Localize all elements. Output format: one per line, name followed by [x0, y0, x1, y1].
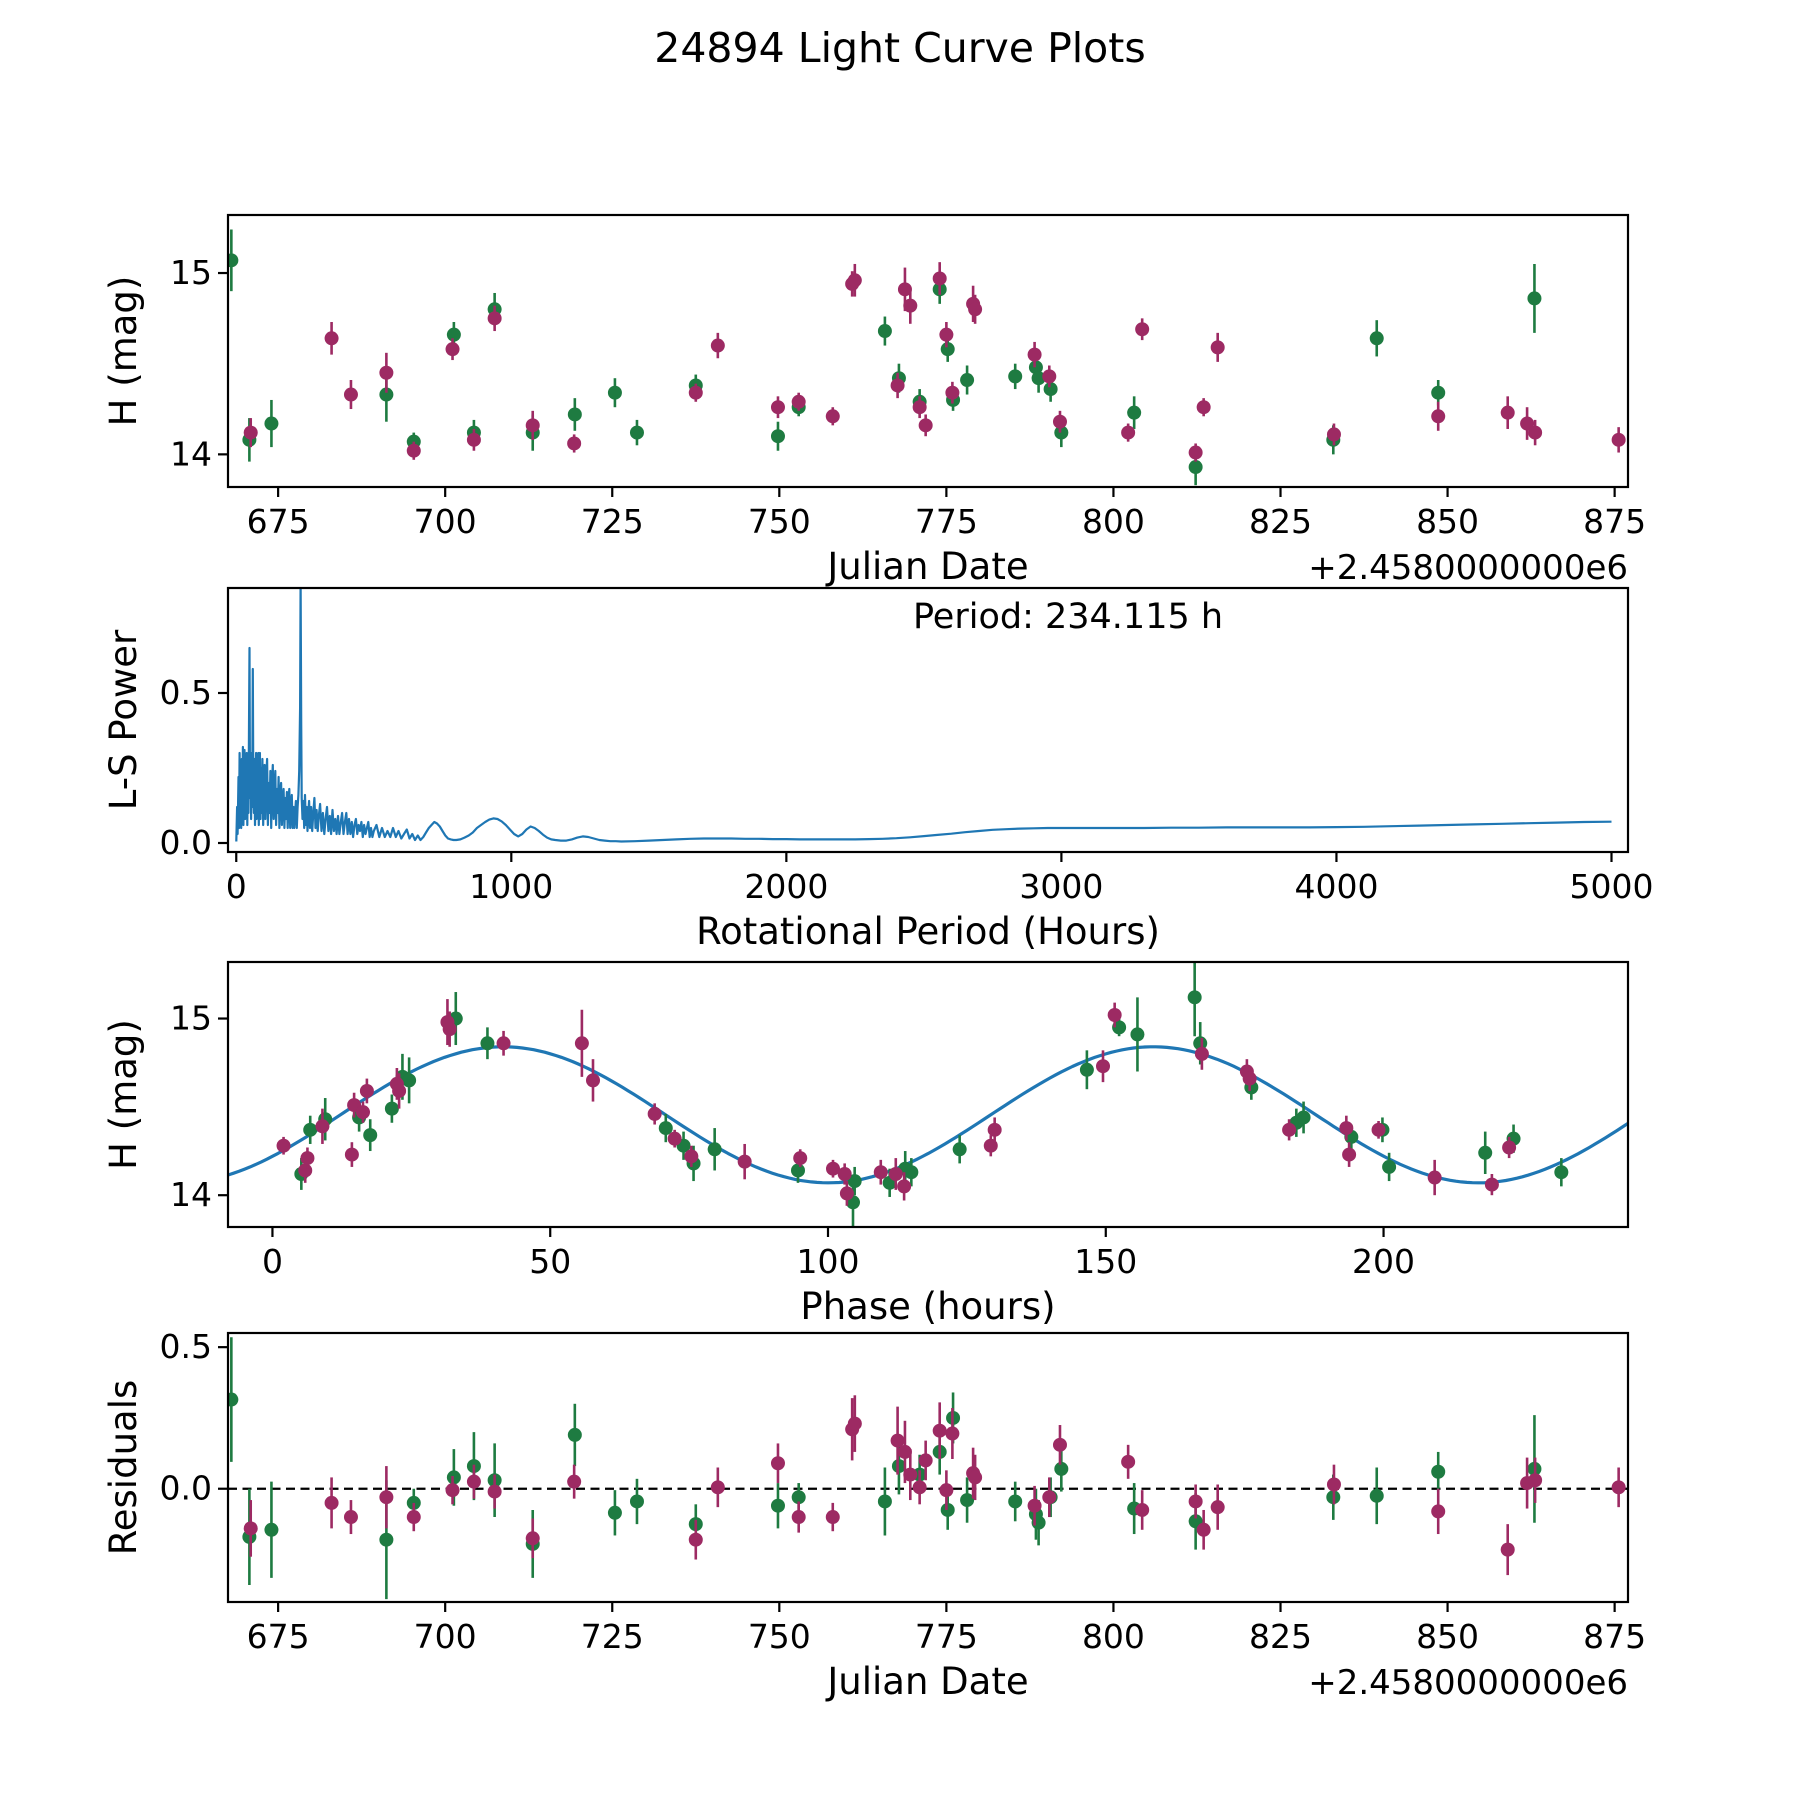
data-point: [1042, 1490, 1056, 1504]
data-point: [878, 324, 892, 338]
x-tick-label: 675: [246, 1617, 310, 1656]
series-purple-residuals: [244, 1395, 1626, 1575]
y-tick-label: 15: [170, 998, 212, 1038]
data-point: [467, 433, 481, 447]
data-point: [379, 1533, 393, 1547]
data-point: [526, 1531, 540, 1545]
data-point: [1428, 1171, 1442, 1185]
data-point: [941, 1503, 955, 1517]
data-point: [1211, 340, 1225, 354]
data-point: [344, 1510, 358, 1524]
data-point: [903, 1468, 917, 1482]
residuals-plot-area: [224, 1337, 1628, 1599]
data-point: [344, 388, 358, 402]
data-point: [1485, 1178, 1499, 1192]
data-point: [1431, 386, 1445, 400]
data-point: [630, 426, 644, 440]
x-tick-label: 825: [1249, 1617, 1313, 1656]
x-tick-label: 200: [1352, 1242, 1416, 1281]
data-point: [1327, 427, 1341, 441]
data-point: [878, 1494, 892, 1508]
data-point: [526, 418, 540, 432]
data-point: [497, 1036, 511, 1050]
x-tick-label: 2000: [744, 867, 829, 906]
x-tick-label: 150: [1074, 1242, 1138, 1281]
data-point: [1044, 382, 1058, 396]
residuals-axes-frame: [228, 1333, 1628, 1602]
data-point: [771, 429, 785, 443]
data-point: [325, 1496, 339, 1510]
x-tick-label: 825: [1249, 502, 1313, 541]
data-point: [1327, 1477, 1341, 1491]
periodogram-xlabel: Rotational Period (Hours): [696, 910, 1160, 953]
data-point: [874, 1165, 888, 1179]
data-point: [630, 1494, 644, 1508]
data-point: [568, 407, 582, 421]
data-point: [840, 1186, 854, 1200]
data-point: [711, 1480, 725, 1494]
data-point: [1188, 990, 1202, 1004]
x-tick-label: 675: [246, 502, 310, 541]
data-point: [447, 328, 461, 342]
data-point: [488, 1485, 502, 1499]
data-point: [1282, 1123, 1296, 1137]
data-point: [904, 1165, 918, 1179]
data-point: [1501, 1543, 1515, 1557]
data-point: [903, 299, 917, 313]
x-tick-label: 3000: [1019, 867, 1104, 906]
x-tick-label: 0: [225, 867, 247, 906]
data-point: [711, 339, 725, 353]
y-tick-label: 14: [170, 434, 212, 474]
data-point: [684, 1149, 698, 1163]
x-axis-offset-label: +2.4580000000e6: [1308, 1663, 1628, 1703]
x-tick-label: 750: [747, 502, 811, 541]
data-point: [913, 1480, 927, 1494]
data-point: [1053, 1438, 1067, 1452]
data-point: [568, 1428, 582, 1442]
data-point: [1612, 433, 1626, 447]
data-point: [1008, 1494, 1022, 1508]
data-point: [889, 1167, 903, 1181]
x-tick-label: 4000: [1294, 867, 1379, 906]
data-point: [447, 1470, 461, 1484]
data-point: [792, 395, 806, 409]
data-point: [1121, 1455, 1135, 1469]
data-point: [1189, 460, 1203, 474]
data-point: [1342, 1148, 1356, 1162]
data-point: [345, 1148, 359, 1162]
data-point: [689, 386, 703, 400]
data-point: [1042, 369, 1056, 383]
data-point: [1554, 1165, 1568, 1179]
data-point: [1527, 291, 1541, 305]
data-point: [608, 386, 622, 400]
data-point: [919, 418, 933, 432]
data-point: [1243, 1072, 1257, 1086]
data-point: [1528, 1473, 1542, 1487]
data-point: [791, 1163, 805, 1177]
x-tick-label: 775: [914, 502, 978, 541]
data-point: [300, 1151, 314, 1165]
data-point: [379, 366, 393, 380]
data-point: [244, 426, 258, 440]
data-point: [1431, 409, 1445, 423]
data-point: [1370, 1489, 1384, 1503]
data-point: [360, 1084, 374, 1098]
data-point: [960, 373, 974, 387]
data-point: [1612, 1480, 1626, 1494]
y-tick-label: 0.5: [159, 673, 212, 712]
data-point: [945, 386, 959, 400]
data-point: [1080, 1063, 1094, 1077]
x-tick-label: 700: [413, 502, 477, 541]
data-point: [933, 1424, 947, 1438]
data-point: [826, 409, 840, 423]
data-point: [575, 1036, 589, 1050]
data-point: [826, 1510, 840, 1524]
data-point: [897, 1179, 911, 1193]
data-point: [1370, 331, 1384, 345]
data-point: [1502, 1141, 1516, 1155]
data-point: [1108, 1008, 1122, 1022]
data-point: [919, 1453, 933, 1467]
data-point: [988, 1123, 1002, 1137]
data-point: [1339, 1121, 1353, 1135]
data-point: [402, 1073, 416, 1087]
y-tick-label: 0.0: [159, 823, 212, 862]
jd_lightcurve-xlabel: Julian Date: [827, 545, 1029, 588]
x-tick-label: 875: [1583, 1617, 1647, 1656]
x-tick-label: 800: [1081, 1617, 1145, 1656]
jd_lightcurve-plot-area: [224, 230, 1625, 486]
data-point: [467, 1475, 481, 1489]
data-point: [708, 1142, 722, 1156]
figure-title: 24894 Light Curve Plots: [654, 24, 1146, 72]
x-tick-label: 725: [580, 502, 644, 541]
phase_curve-plot-area: [228, 958, 1628, 1227]
data-point: [567, 436, 581, 450]
data-point: [224, 1393, 238, 1407]
data-point: [392, 1084, 406, 1098]
data-point: [648, 1107, 662, 1121]
data-point: [1211, 1500, 1225, 1514]
x-tick-label: 775: [914, 1617, 978, 1656]
data-point: [1189, 446, 1203, 460]
data-point: [689, 1533, 703, 1547]
data-point: [1431, 1465, 1445, 1479]
data-point: [244, 1521, 258, 1535]
x-tick-label: 5000: [1569, 867, 1654, 906]
data-point: [407, 444, 421, 458]
data-point: [738, 1155, 752, 1169]
series-purple-phase: [277, 999, 1517, 1206]
panel-residuals: [102, 1327, 1646, 1703]
data-point: [567, 1475, 581, 1489]
residuals-ylabel: Residuals: [102, 1379, 145, 1556]
data-point: [480, 1036, 494, 1050]
data-point: [1501, 406, 1515, 420]
series-green-residuals: [224, 1337, 1541, 1599]
y-tick-label: 0.0: [159, 1468, 212, 1508]
panel-phase_curve: [102, 958, 1628, 1328]
x-tick-label: 0: [261, 1242, 283, 1281]
data-point: [771, 1499, 785, 1513]
data-point: [668, 1132, 682, 1146]
residuals-xlabel: Julian Date: [827, 1660, 1029, 1703]
data-point: [1096, 1059, 1110, 1073]
data-point: [1382, 1160, 1396, 1174]
phase_curve-ylabel: H (mag): [102, 1019, 145, 1170]
data-point: [1528, 426, 1542, 440]
data-point: [586, 1073, 600, 1087]
data-point: [1028, 348, 1042, 362]
periodogram-ylabel: L-S Power: [102, 629, 145, 811]
data-point: [315, 1119, 329, 1133]
data-point: [838, 1167, 852, 1181]
data-point: [298, 1163, 312, 1177]
jd_lightcurve-ylabel: H (mag): [102, 275, 145, 427]
data-point: [1197, 1523, 1211, 1537]
data-point: [446, 1483, 460, 1497]
data-point: [1478, 1146, 1492, 1160]
data-point: [1053, 415, 1067, 429]
data-point: [941, 342, 955, 356]
data-point: [793, 1151, 807, 1165]
phase_curve-axes-frame: [228, 962, 1628, 1227]
data-point: [848, 1417, 862, 1431]
data-point: [891, 378, 905, 392]
data-point: [968, 302, 982, 316]
data-point: [792, 1510, 806, 1524]
x-tick-label: 875: [1583, 502, 1647, 541]
period-annotation: Period: 234.115 h: [912, 597, 1224, 637]
data-point: [363, 1128, 377, 1142]
data-point: [848, 273, 862, 287]
data-point: [1431, 1504, 1445, 1518]
data-point: [1008, 369, 1022, 383]
data-point: [1195, 1047, 1209, 1061]
data-point: [1189, 1494, 1203, 1508]
data-point: [1297, 1110, 1311, 1124]
data-point: [1028, 1499, 1042, 1513]
series-green-observations: [224, 230, 1541, 486]
data-point: [277, 1139, 291, 1153]
jd_lightcurve-axes-frame: [228, 215, 1628, 487]
data-point: [1372, 1123, 1386, 1137]
data-point: [379, 1490, 393, 1504]
x-tick-label: 1000: [469, 867, 554, 906]
panel-jd_lightcurve: [102, 215, 1646, 588]
data-point: [771, 400, 785, 414]
x-tick-label: 800: [1081, 502, 1145, 541]
data-point: [1121, 426, 1135, 440]
sinusoid-fit-curve: [228, 1047, 1628, 1183]
x-tick-label: 850: [1416, 502, 1480, 541]
x-tick-label: 725: [580, 1617, 644, 1656]
data-point: [224, 253, 238, 267]
y-tick-label: 15: [170, 253, 212, 293]
x-tick-label: 700: [413, 1617, 477, 1656]
data-point: [264, 417, 278, 431]
data-point: [1197, 400, 1211, 414]
phase_curve-xlabel: Phase (hours): [800, 1285, 1056, 1328]
data-point: [1135, 1503, 1149, 1517]
data-point: [1054, 1462, 1068, 1476]
data-point: [407, 1510, 421, 1524]
data-point: [385, 1102, 399, 1116]
y-tick-label: 14: [170, 1175, 212, 1215]
data-point: [488, 311, 502, 325]
data-point: [771, 1456, 785, 1470]
data-point: [443, 1022, 457, 1036]
data-point: [1127, 406, 1141, 420]
data-point: [953, 1142, 967, 1156]
data-point: [356, 1105, 370, 1119]
data-point: [446, 342, 460, 356]
data-point: [913, 400, 927, 414]
x-tick-label: 50: [529, 1242, 572, 1281]
data-point: [608, 1506, 622, 1520]
data-point: [945, 1427, 959, 1441]
data-point: [939, 1483, 953, 1497]
x-axis-offset-label: +2.4580000000e6: [1308, 548, 1628, 588]
x-tick-label: 100: [796, 1242, 860, 1281]
data-point: [264, 1523, 278, 1537]
y-tick-label: 0.5: [159, 1327, 212, 1367]
data-point: [325, 331, 339, 345]
data-point: [939, 328, 953, 342]
x-tick-label: 750: [747, 1617, 811, 1656]
panel-periodogram: [102, 579, 1653, 953]
x-tick-label: 850: [1416, 1617, 1480, 1656]
data-point: [968, 1470, 982, 1484]
data-point: [1130, 1027, 1144, 1041]
data-point: [1135, 322, 1149, 336]
data-point: [303, 1123, 317, 1137]
data-point: [933, 271, 947, 285]
series-green-phase: [294, 958, 1568, 1227]
